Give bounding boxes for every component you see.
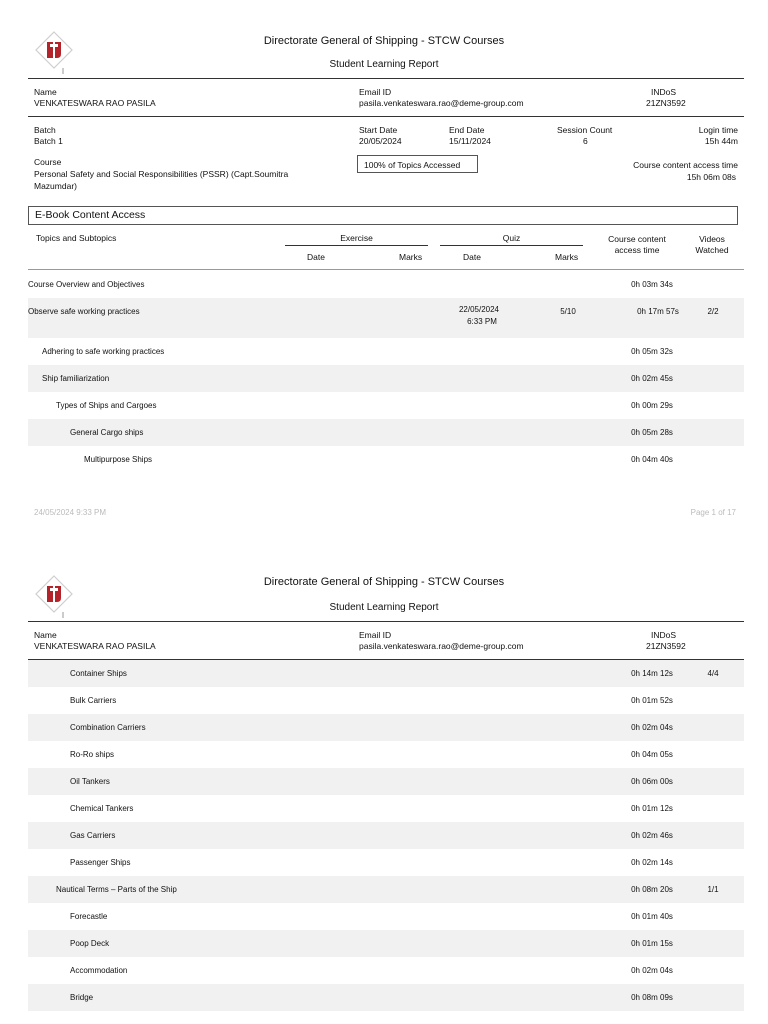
th-videos-line1: Videos (699, 234, 725, 244)
table-row (28, 903, 744, 930)
topic-name: Gas Carriers (70, 831, 116, 840)
table-row (28, 446, 744, 473)
topic-name: Chemical Tankers (70, 804, 134, 813)
student-name: VENKATESWARA RAO PASILA (34, 98, 156, 108)
topic-name: Nautical Terms – Parts of the Ship (56, 885, 177, 894)
divider (28, 78, 744, 79)
student-name: VENKATESWARA RAO PASILA (34, 641, 156, 651)
th-quiz-date: Date (463, 252, 481, 262)
table-row (28, 849, 744, 876)
table-row (28, 392, 744, 419)
access-time: 0h 17m 57s (637, 307, 679, 316)
topic-name: Ro-Ro ships (70, 750, 115, 759)
access-time: 0h 01m 12s (631, 804, 673, 813)
table-row (28, 957, 744, 984)
divider (28, 269, 744, 270)
quiz-marks: 5/10 (560, 307, 576, 316)
course-name-line1: Personal Safety and Social Responsibilities (PSSR) (Capt.Soumitra (34, 169, 289, 179)
indos-label: INDoS (651, 87, 677, 97)
exercise-underline (285, 245, 428, 246)
login-time: 15h 44m (704, 136, 738, 146)
th-exercise-date: Date (307, 252, 325, 262)
access-time: 0h 00m 29s (631, 401, 673, 410)
access-time: 0h 05m 32s (631, 347, 673, 356)
table-row (28, 930, 744, 957)
session-count-label: Session Count (557, 125, 613, 135)
student-email: pasila.venkateswara.rao@deme-group.com (359, 641, 524, 651)
th-exercise: Exercise (340, 233, 373, 243)
student-email: pasila.venkateswara.rao@deme-group.com (359, 98, 524, 108)
table-row (28, 338, 744, 365)
access-time: 0h 01m 52s (631, 696, 673, 705)
videos-watched: 2/2 (707, 307, 719, 316)
divider (28, 116, 744, 117)
access-time: 0h 03m 34s (631, 280, 673, 289)
table-row (28, 822, 744, 849)
table-row (28, 741, 744, 768)
access-time: 0h 01m 15s (631, 939, 673, 948)
table-row (28, 660, 744, 687)
access-time: 0h 06m 00s (631, 777, 673, 786)
th-videos-line2: Watched (695, 245, 729, 255)
course-label: Course (34, 157, 62, 167)
table-row (28, 419, 744, 446)
start-date: 20/05/2024 (359, 136, 402, 146)
table-row (28, 298, 744, 338)
report-title: Directorate General of Shipping - STCW Courses (263, 35, 505, 47)
table-row (28, 714, 744, 741)
end-date: 15/11/2024 (449, 136, 491, 146)
access-time: 0h 02m 04s (631, 966, 673, 975)
table-row (28, 795, 744, 822)
course-name-line2: Mazumdar) (34, 181, 77, 191)
batch-label: Batch (34, 125, 56, 135)
topic-name: Container Ships (70, 669, 127, 678)
topic-name: Bulk Carriers (70, 696, 117, 705)
course-access-time: 15h 06m 08s (686, 172, 736, 182)
access-time: 0h 08m 09s (631, 993, 673, 1002)
topic-name: Types of Ships and Cargoes (56, 401, 157, 410)
login-time-label: Login time (698, 125, 738, 135)
session-count: 6 (583, 136, 588, 146)
topic-name: Adhering to safe working practices (42, 347, 165, 356)
email-label: Email ID (359, 87, 392, 97)
report-subtitle: Student Learning Report (329, 59, 439, 70)
table-row (28, 984, 744, 1011)
end-date-label: End Date (449, 125, 485, 135)
access-time: 0h 04m 05s (631, 750, 673, 759)
name-label: Name (34, 630, 57, 640)
table-row (28, 365, 744, 392)
videos-watched: 4/4 (707, 669, 719, 678)
table-row (28, 768, 744, 795)
name-label: Name (34, 87, 57, 97)
access-time: 0h 08m 20s (631, 885, 673, 894)
topic-name: Forecastle (70, 912, 108, 921)
topic-name: Oil Tankers (70, 777, 110, 786)
topic-name: Passenger Ships (70, 858, 131, 867)
quiz-underline (440, 245, 583, 246)
start-date-label: Start Date (359, 125, 398, 135)
topic-name: Observe safe working practices (28, 307, 140, 316)
divider (28, 621, 744, 622)
access-time: 0h 05m 28s (631, 428, 673, 437)
report-page-2 (0, 560, 768, 1024)
access-time: 0h 04m 40s (631, 455, 673, 464)
table-row (28, 687, 744, 714)
videos-watched: 1/1 (707, 885, 719, 894)
table-row (28, 876, 744, 903)
access-time: 0h 02m 46s (631, 831, 673, 840)
page-number: Page 1 of 17 (690, 508, 736, 517)
topic-name: Course Overview and Objectives (28, 280, 145, 289)
access-time: 0h 02m 45s (631, 374, 673, 383)
th-access-line1: Course content (608, 234, 666, 244)
th-topics: Topics and Subtopics (36, 233, 117, 243)
access-time: 0h 02m 04s (631, 723, 673, 732)
table-row (28, 271, 744, 298)
topic-name: Accommodation (70, 966, 128, 975)
topic-name: Combination Carriers (70, 723, 146, 732)
th-quiz: Quiz (502, 233, 521, 243)
th-access-line2: access time (614, 245, 660, 255)
topic-name: Ship familiarization (42, 374, 110, 383)
email-label: Email ID (359, 630, 392, 640)
indos-label: INDoS (651, 630, 677, 640)
quiz-time: 6:33 PM (467, 317, 497, 326)
print-timestamp: 24/05/2024 9:33 PM (34, 508, 107, 517)
course-access-label: Course content access time (633, 160, 738, 170)
th-exercise-marks: Marks (399, 252, 423, 262)
indos-number: 21ZN3592 (646, 641, 686, 651)
topic-name: Bridge (70, 993, 94, 1002)
access-time: 0h 02m 14s (631, 858, 673, 867)
topic-name: Poop Deck (70, 939, 110, 948)
section-title: E-Book Content Access (28, 206, 738, 225)
quiz-date: 22/05/2024 (458, 305, 500, 314)
report-title: Directorate General of Shipping - STCW Courses (263, 576, 505, 588)
th-quiz-marks: Marks (555, 252, 579, 262)
report-subtitle: Student Learning Report (329, 602, 439, 613)
topics-accessed-badge: 100% of Topics Accessed (357, 155, 478, 173)
indos-number: 21ZN3592 (646, 98, 686, 108)
access-time: 0h 14m 12s (631, 669, 673, 678)
topic-name: Multipurpose Ships (84, 455, 153, 464)
batch-value: Batch 1 (34, 136, 63, 146)
access-time: 0h 01m 40s (631, 912, 673, 921)
topic-name: General Cargo ships (70, 428, 144, 437)
